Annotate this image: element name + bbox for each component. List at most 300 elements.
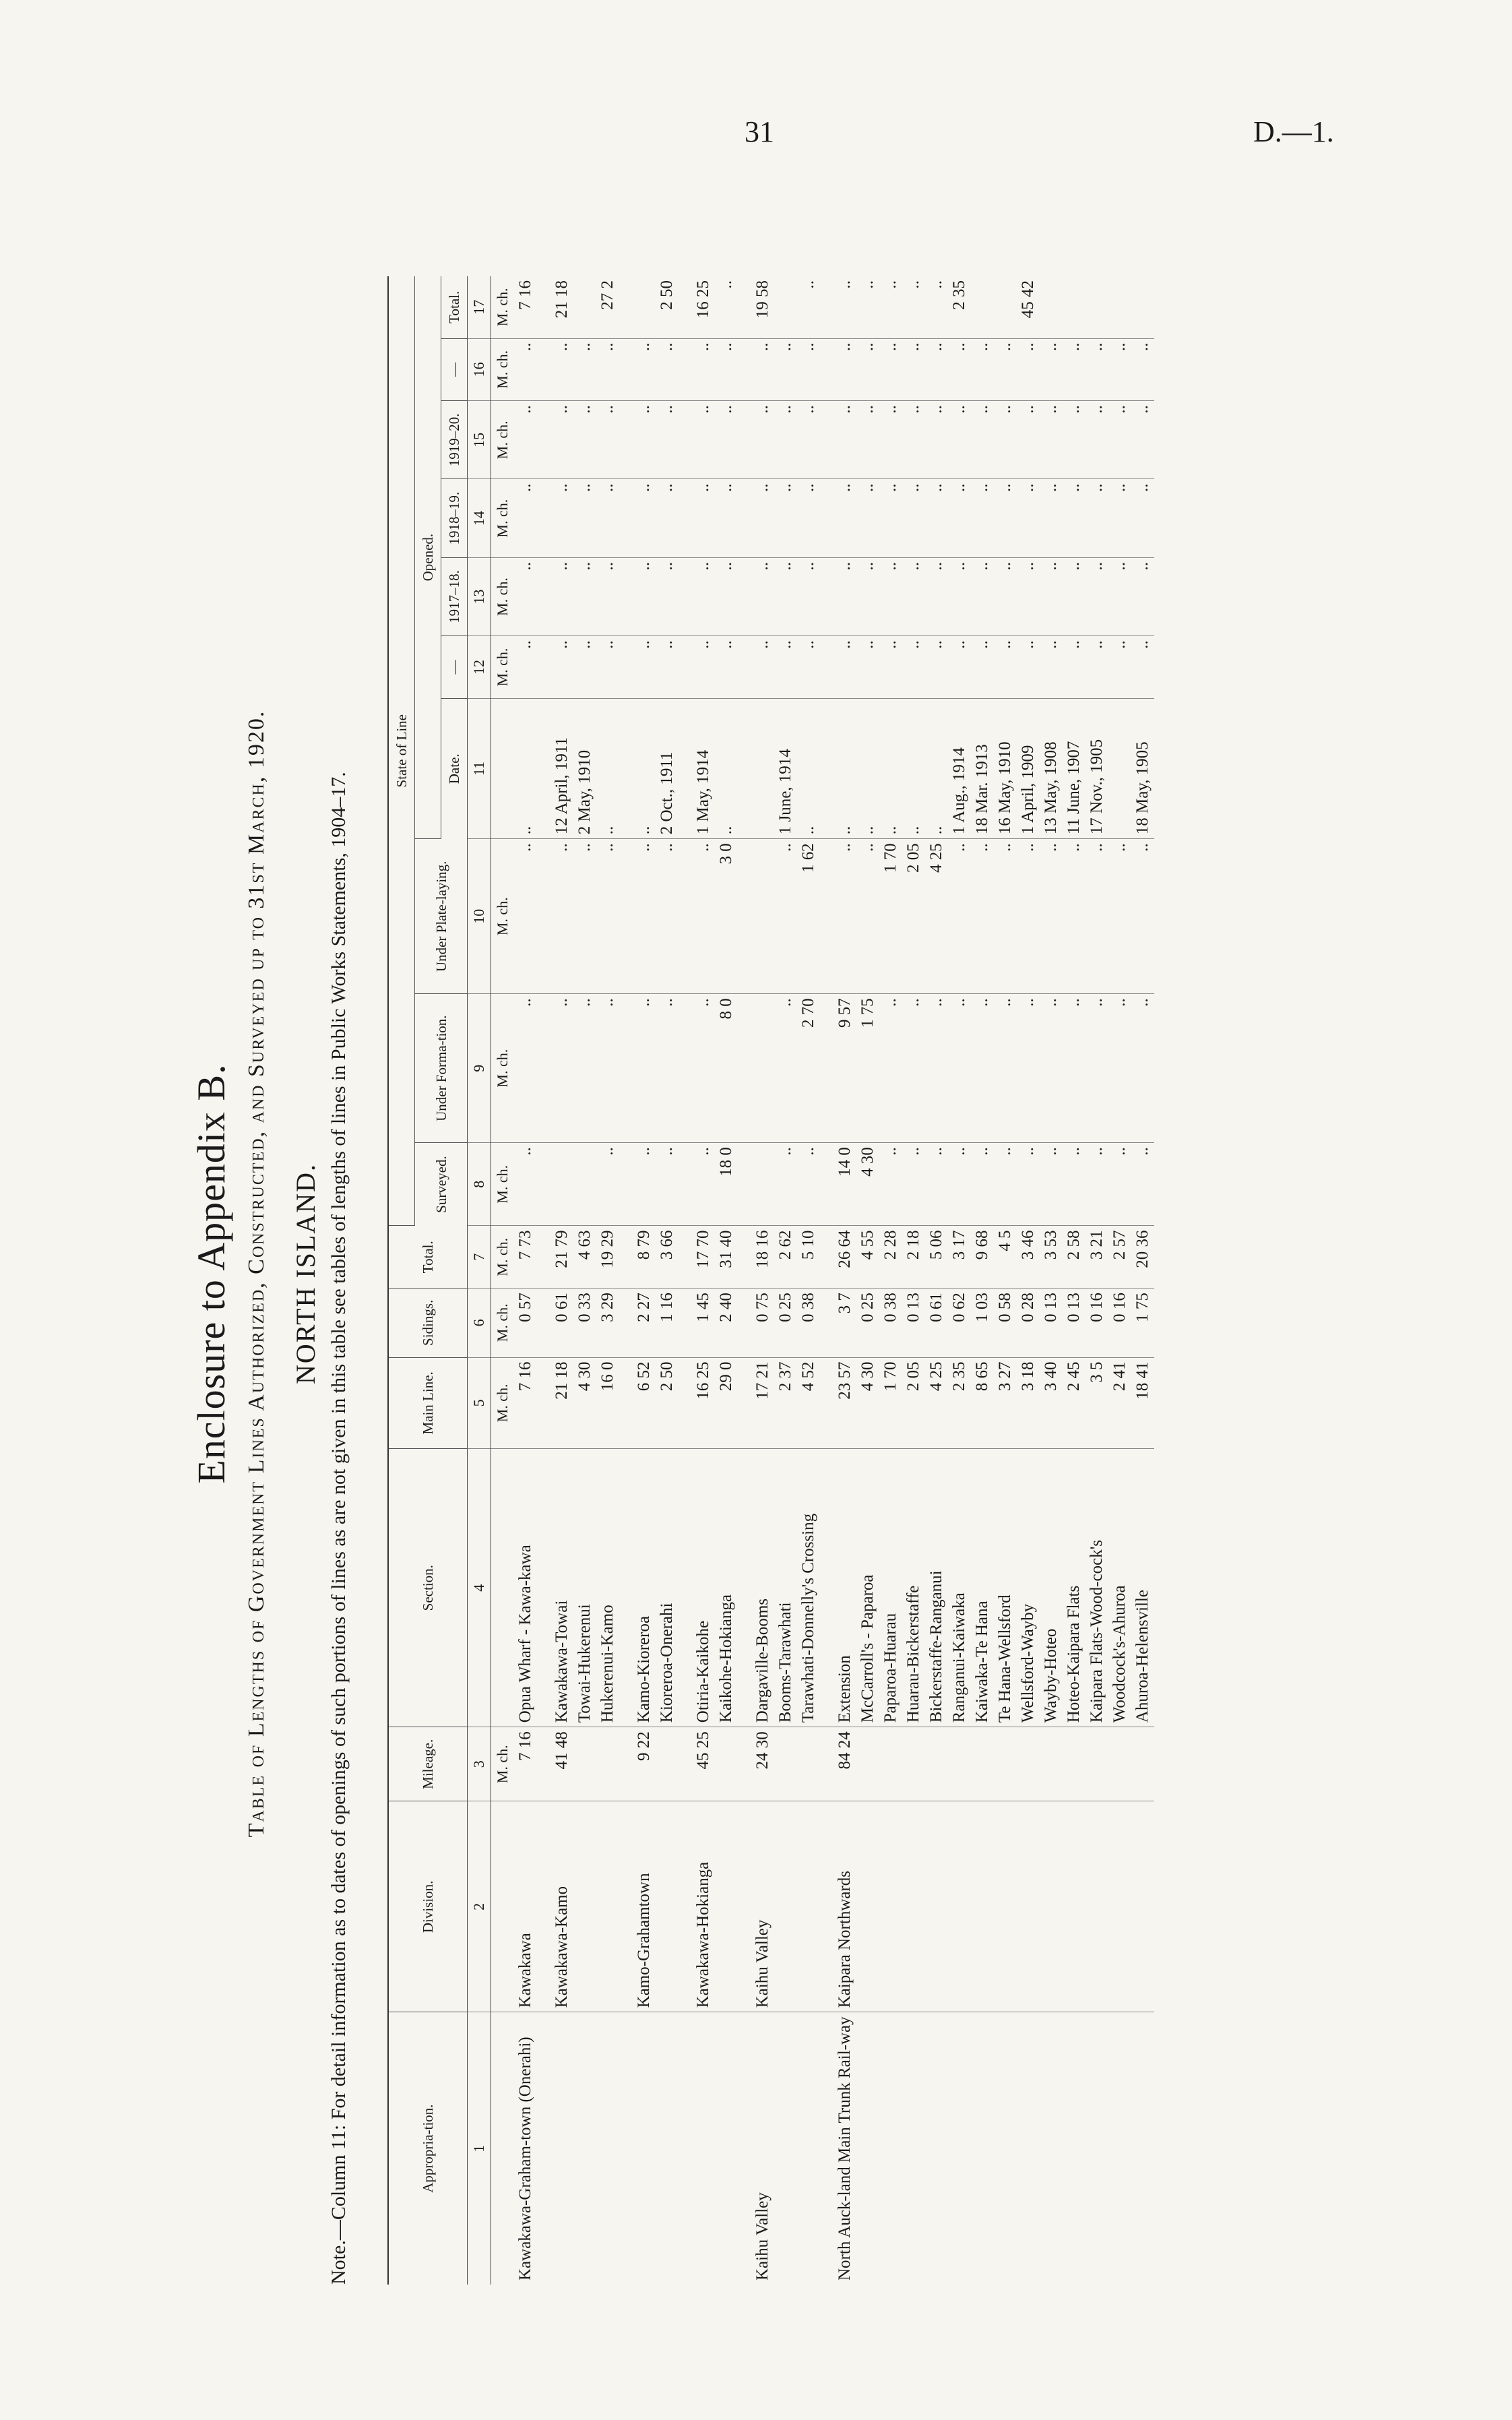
mileage-cell bbox=[774, 1727, 797, 1801]
mileage-cell bbox=[971, 1727, 994, 1801]
table-body bbox=[468, 276, 1155, 2285]
formation-cell: .. bbox=[1085, 994, 1108, 1143]
sidings-cell: 0 58 bbox=[994, 1289, 1017, 1357]
col14-cell: .. bbox=[971, 479, 994, 557]
platelaying-cell: .. bbox=[656, 839, 679, 994]
date-cell: .. bbox=[514, 698, 537, 838]
surveyed-cell: .. bbox=[902, 1143, 925, 1226]
col13-cell: .. bbox=[1131, 557, 1154, 635]
date-cell: .. bbox=[797, 698, 820, 838]
table-row bbox=[656, 276, 679, 2285]
unit-c16: M. ch. bbox=[491, 338, 515, 401]
col14-cell: .. bbox=[656, 479, 679, 557]
total-cell: 20 36 bbox=[1131, 1226, 1154, 1289]
table-row bbox=[537, 276, 573, 2285]
platelaying-cell: .. bbox=[774, 839, 797, 994]
rotated-table-page bbox=[155, 263, 1368, 2285]
col16-cell: .. bbox=[994, 338, 1017, 401]
header-main-line: Main Line. bbox=[388, 1357, 468, 1449]
formation-cell: .. bbox=[948, 994, 971, 1143]
unit-surveyed: M. ch. bbox=[491, 1143, 515, 1226]
appropriation-cell bbox=[573, 2012, 596, 2285]
col12-cell: .. bbox=[1040, 636, 1063, 699]
unit-c12: M. ch. bbox=[491, 636, 515, 699]
col16-cell: .. bbox=[514, 338, 537, 401]
col14-cell: .. bbox=[820, 479, 856, 557]
main-line-cell: 4 52 bbox=[797, 1357, 820, 1449]
col14-cell: .. bbox=[1017, 479, 1040, 557]
table-row bbox=[1085, 276, 1108, 2285]
appropriation-cell bbox=[902, 2012, 925, 2285]
col14-cell: .. bbox=[1085, 479, 1108, 557]
col16-cell: .. bbox=[902, 338, 925, 401]
surveyed-cell: .. bbox=[1085, 1143, 1108, 1226]
col12-cell: .. bbox=[925, 636, 948, 699]
col15-cell: .. bbox=[1085, 401, 1108, 479]
formation-cell: .. bbox=[573, 994, 596, 1143]
header-section: Section. bbox=[388, 1449, 468, 1727]
table-row bbox=[879, 276, 902, 2285]
col15-cell: .. bbox=[994, 401, 1017, 479]
appropriation-cell bbox=[537, 2012, 573, 2285]
col16-cell: .. bbox=[679, 338, 715, 401]
col13-cell: .. bbox=[1085, 557, 1108, 635]
appropriation-cell bbox=[1017, 2012, 1040, 2285]
col12-cell: .. bbox=[948, 636, 971, 699]
surveyed-cell: .. bbox=[1063, 1143, 1085, 1226]
table-row bbox=[1017, 276, 1040, 2285]
col12-cell: .. bbox=[902, 636, 925, 699]
formation-cell: .. bbox=[971, 994, 994, 1143]
total-cell: 26 64 bbox=[820, 1226, 856, 1289]
main-line-cell: 2 37 bbox=[774, 1357, 797, 1449]
col-number: 12 bbox=[468, 636, 491, 699]
unit-mileage: M. ch. bbox=[491, 1727, 515, 1801]
col16-cell: .. bbox=[856, 338, 879, 401]
col13-cell: .. bbox=[925, 557, 948, 635]
total-cell: 3 21 bbox=[1085, 1226, 1108, 1289]
section-cell: Kaikohe-Hokianga bbox=[715, 1449, 738, 1727]
island-heading: NORTH ISLAND. bbox=[290, 1162, 321, 1385]
col15-cell: .. bbox=[1063, 401, 1085, 479]
formation-cell: .. bbox=[902, 994, 925, 1143]
section-cell: Opua Wharf - Kawa-kawa bbox=[514, 1449, 537, 1727]
table-row bbox=[856, 276, 879, 2285]
col14-cell: .. bbox=[925, 479, 948, 557]
header-appropriation: Appropria-tion. bbox=[388, 2012, 468, 2285]
main-line-cell: 7 16 bbox=[514, 1357, 537, 1449]
column-note: Note.—Column 11: For detail information as to dates of openings of such portions of lines as are not given in this table see tables of lengths of lines in Public Works Statements, 1904–17. bbox=[327, 772, 350, 2285]
formation-cell: .. bbox=[1108, 994, 1131, 1143]
division-cell bbox=[1085, 1801, 1108, 2012]
surveyed-cell: .. bbox=[619, 1143, 656, 1226]
col12-cell: .. bbox=[596, 636, 619, 699]
col15-cell: .. bbox=[537, 401, 573, 479]
surveyed-cell: 14 0 bbox=[820, 1143, 856, 1226]
col15-cell: .. bbox=[1108, 401, 1131, 479]
main-line-cell: 3 5 bbox=[1085, 1357, 1108, 1449]
total-cell: 3 17 bbox=[948, 1226, 971, 1289]
col15-cell: .. bbox=[902, 401, 925, 479]
total-opened-cell: 2 35 bbox=[948, 276, 971, 338]
col13-cell: .. bbox=[879, 557, 902, 635]
table-row bbox=[596, 276, 619, 2285]
total-cell: 31 40 bbox=[715, 1226, 738, 1289]
section-cell: Booms-Tarawhati bbox=[774, 1449, 797, 1727]
table-row bbox=[925, 276, 948, 2285]
total-cell: 2 57 bbox=[1108, 1226, 1131, 1289]
platelaying-cell: .. bbox=[679, 839, 715, 994]
col15-cell: .. bbox=[1017, 401, 1040, 479]
sidings-cell: 0 28 bbox=[1017, 1289, 1040, 1357]
platelaying-cell: .. bbox=[1063, 839, 1085, 994]
mileage-cell bbox=[925, 1727, 948, 1801]
division-cell bbox=[971, 1801, 994, 2012]
platelaying-cell: .. bbox=[537, 839, 573, 994]
division-cell bbox=[1017, 1801, 1040, 2012]
header-under-platelaying: Under Plate-laying. bbox=[415, 839, 468, 994]
surveyed-cell: .. bbox=[971, 1143, 994, 1226]
header-sidings: Sidings. bbox=[388, 1289, 468, 1357]
header-row-1 bbox=[388, 276, 415, 2285]
date-cell: 18 May, 1905 bbox=[1131, 698, 1154, 838]
col-number: 7 bbox=[468, 1226, 491, 1289]
total-cell: 4 55 bbox=[856, 1226, 879, 1289]
section-cell: Dargaville-Booms bbox=[738, 1449, 774, 1727]
unit-c17: M. ch. bbox=[491, 276, 515, 338]
sidings-cell: 0 16 bbox=[1108, 1289, 1131, 1357]
col12-cell: .. bbox=[656, 636, 679, 699]
unit-c14: M. ch. bbox=[491, 479, 515, 557]
main-line-cell: 2 50 bbox=[656, 1357, 679, 1449]
appropriation-cell bbox=[679, 2012, 715, 2285]
platelaying-cell: 3 0 bbox=[715, 839, 738, 994]
total-cell: 21 79 bbox=[537, 1226, 573, 1289]
platelaying-cell: .. bbox=[856, 839, 879, 994]
table-row bbox=[948, 276, 971, 2285]
sidings-cell: 2 40 bbox=[715, 1289, 738, 1357]
total-opened-cell bbox=[1040, 276, 1063, 338]
col-number: 16 bbox=[468, 338, 491, 401]
col-number: 5 bbox=[468, 1357, 491, 1449]
surveyed-cell: .. bbox=[596, 1143, 619, 1226]
total-cell: 5 06 bbox=[925, 1226, 948, 1289]
division-cell bbox=[1131, 1801, 1154, 2012]
table-row bbox=[715, 276, 738, 2285]
surveyed-cell: .. bbox=[774, 1143, 797, 1226]
sidings-cell: 0 75 bbox=[738, 1289, 774, 1357]
unit-plate: M. ch. bbox=[491, 839, 515, 994]
unit-main: M. ch. bbox=[491, 1357, 515, 1449]
surveyed-cell: .. bbox=[797, 1143, 820, 1226]
division-cell bbox=[1040, 1801, 1063, 2012]
surveyed-cell: .. bbox=[1131, 1143, 1154, 1226]
appropriation-cell bbox=[656, 2012, 679, 2285]
col12-cell: .. bbox=[715, 636, 738, 699]
col-number: 17 bbox=[468, 276, 491, 338]
appropriation-cell bbox=[1040, 2012, 1063, 2285]
col15-cell: .. bbox=[820, 401, 856, 479]
header-division: Division. bbox=[388, 1801, 468, 2012]
section-cell: Paparoa-Huarau bbox=[879, 1449, 902, 1727]
total-opened-cell bbox=[1108, 276, 1131, 338]
formation-cell: .. bbox=[1131, 994, 1154, 1143]
date-cell: 18 Mar. 1913 bbox=[971, 698, 994, 838]
col15-cell: .. bbox=[879, 401, 902, 479]
main-line-cell: 8 65 bbox=[971, 1357, 994, 1449]
col12-cell: .. bbox=[1131, 636, 1154, 699]
platelaying-cell: 1 62 bbox=[797, 839, 820, 994]
mileage-cell bbox=[1063, 1727, 1085, 1801]
column-number-row bbox=[468, 276, 491, 2285]
date-cell: .. bbox=[856, 698, 879, 838]
total-cell: 7 73 bbox=[514, 1226, 537, 1289]
formation-cell: 1 75 bbox=[856, 994, 879, 1143]
section-cell: Kamo-Kioreroa bbox=[619, 1449, 656, 1727]
col16-cell: .. bbox=[971, 338, 994, 401]
col-number: 10 bbox=[468, 839, 491, 994]
col12-cell: .. bbox=[738, 636, 774, 699]
col16-cell: .. bbox=[573, 338, 596, 401]
col13-cell: .. bbox=[573, 557, 596, 635]
surveyed-cell: .. bbox=[1017, 1143, 1040, 1226]
platelaying-cell: .. bbox=[948, 839, 971, 994]
col13-cell: .. bbox=[656, 557, 679, 635]
main-line-cell: 16 25 bbox=[679, 1357, 715, 1449]
total-opened-cell bbox=[774, 276, 797, 338]
header-1918-19: 1918–19. bbox=[441, 479, 468, 557]
total-opened-cell bbox=[1085, 276, 1108, 338]
mileage-cell bbox=[879, 1727, 902, 1801]
table-row bbox=[820, 276, 856, 2285]
total-opened-cell: 16 25 bbox=[679, 276, 715, 338]
main-line-cell: 2 45 bbox=[1063, 1357, 1085, 1449]
platelaying-cell: 1 70 bbox=[879, 839, 902, 994]
formation-cell: .. bbox=[1017, 994, 1040, 1143]
col13-cell: .. bbox=[738, 557, 774, 635]
division-cell bbox=[856, 1801, 879, 2012]
main-line-cell: 4 25 bbox=[925, 1357, 948, 1449]
division-cell bbox=[797, 1801, 820, 2012]
date-cell: 1 June, 1914 bbox=[774, 698, 797, 838]
col14-cell: .. bbox=[1131, 479, 1154, 557]
surveyed-cell: .. bbox=[879, 1143, 902, 1226]
mileage-cell: 7 16 bbox=[514, 1727, 537, 1801]
col15-cell: .. bbox=[1131, 401, 1154, 479]
sidings-cell: 0 62 bbox=[948, 1289, 971, 1357]
sidings-cell: 1 16 bbox=[656, 1289, 679, 1357]
col12-cell: .. bbox=[774, 636, 797, 699]
formation-cell: .. bbox=[656, 994, 679, 1143]
appropriation-cell: North Auck-land Main Trunk Rail-way bbox=[836, 2016, 854, 2281]
total-opened-cell: .. bbox=[879, 276, 902, 338]
col14-cell: .. bbox=[1108, 479, 1131, 557]
surveyed-cell: .. bbox=[679, 1143, 715, 1226]
table-row bbox=[902, 276, 925, 2285]
unit-c13: M. ch. bbox=[491, 557, 515, 635]
appropriation-cell bbox=[1131, 2012, 1154, 2285]
header-state-of-line: State of Line bbox=[388, 276, 415, 1226]
date-cell: .. bbox=[902, 698, 925, 838]
platelaying-cell: .. bbox=[994, 839, 1017, 994]
sidings-cell: 3 7 bbox=[820, 1289, 856, 1357]
col12-cell: .. bbox=[573, 636, 596, 699]
date-cell: 1 Aug., 1914 bbox=[948, 698, 971, 838]
total-cell: 18 16 bbox=[738, 1226, 774, 1289]
table-row bbox=[994, 276, 1017, 2285]
division-cell bbox=[656, 1801, 679, 2012]
col15-cell: .. bbox=[514, 401, 537, 479]
header-1919-20: 1919–20. bbox=[441, 401, 468, 479]
division-cell: Kamo-Grahamtown bbox=[619, 1801, 656, 2012]
main-line-cell: 3 40 bbox=[1040, 1357, 1063, 1449]
appropriation-cell bbox=[948, 2012, 971, 2285]
date-cell: .. bbox=[925, 698, 948, 838]
total-opened-cell bbox=[994, 276, 1017, 338]
date-cell: .. bbox=[596, 698, 619, 838]
appropriation-cell bbox=[994, 2012, 1017, 2285]
col-number: 8 bbox=[468, 1143, 491, 1226]
col16-cell: .. bbox=[1017, 338, 1040, 401]
col14-cell: .. bbox=[514, 479, 537, 557]
total-opened-cell bbox=[971, 276, 994, 338]
table-title: Table of Lengths of Government Lines Authorized, Constructed, and Surveyed up to 31st March, 1920. bbox=[244, 710, 269, 1838]
mileage-cell bbox=[596, 1727, 619, 1801]
col14-cell: .. bbox=[679, 479, 715, 557]
date-cell: .. bbox=[820, 698, 856, 838]
col14-cell: .. bbox=[879, 479, 902, 557]
section-cell: Te Hana-Wellsford bbox=[994, 1449, 1017, 1727]
sidings-cell: 0 25 bbox=[774, 1289, 797, 1357]
enclosure-title: Enclosure to Appendix B. bbox=[189, 1063, 233, 1484]
mileage-cell bbox=[797, 1727, 820, 1801]
total-opened-cell: .. bbox=[820, 276, 856, 338]
total-opened-cell: .. bbox=[797, 276, 820, 338]
mileage-cell bbox=[856, 1727, 879, 1801]
division-cell bbox=[573, 1801, 596, 2012]
col12-cell: .. bbox=[1017, 636, 1040, 699]
surveyed-cell: .. bbox=[656, 1143, 679, 1226]
surveyed-cell: .. bbox=[514, 1143, 537, 1226]
col13-cell: .. bbox=[715, 557, 738, 635]
section-cell: Kioreroa-Onerahi bbox=[656, 1449, 679, 1727]
appropriation-cell: Kawakawa-Graham-town (Onerahi) bbox=[516, 2037, 534, 2281]
total-cell: 8 79 bbox=[619, 1226, 656, 1289]
header-total: Total. bbox=[388, 1226, 468, 1289]
mileage-cell bbox=[573, 1727, 596, 1801]
division-cell bbox=[715, 1801, 738, 2012]
col13-cell: .. bbox=[537, 557, 573, 635]
date-cell: 12 April, 1911 bbox=[537, 698, 573, 838]
formation-cell bbox=[738, 994, 774, 1143]
section-cell: Ahuroa-Helensville bbox=[1131, 1449, 1154, 1727]
col13-cell: .. bbox=[1063, 557, 1085, 635]
appropriation-cell: Kaihu Valley bbox=[753, 2192, 771, 2281]
table-row bbox=[1040, 276, 1063, 2285]
sidings-cell: 0 16 bbox=[1085, 1289, 1108, 1357]
sidings-cell: 1 75 bbox=[1131, 1289, 1154, 1357]
col12-cell: .. bbox=[797, 636, 820, 699]
col12-cell: .. bbox=[679, 636, 715, 699]
col16-cell: .. bbox=[738, 338, 774, 401]
mileage-cell bbox=[1085, 1727, 1108, 1801]
col15-cell: .. bbox=[797, 401, 820, 479]
unit-total: M. ch. bbox=[491, 1226, 515, 1289]
col15-cell: .. bbox=[774, 401, 797, 479]
formation-cell: 2 70 bbox=[797, 994, 820, 1143]
mileage-cell: 45 25 bbox=[679, 1727, 715, 1801]
main-line-cell: 3 27 bbox=[994, 1357, 1017, 1449]
col14-cell: .. bbox=[994, 479, 1017, 557]
table-row bbox=[774, 276, 797, 2285]
col-number: 13 bbox=[468, 557, 491, 635]
main-line-cell: 23 57 bbox=[820, 1357, 856, 1449]
sidings-cell: 1 03 bbox=[971, 1289, 994, 1357]
total-cell: 4 5 bbox=[994, 1226, 1017, 1289]
total-cell: 2 18 bbox=[902, 1226, 925, 1289]
mileage-cell bbox=[656, 1727, 679, 1801]
total-opened-cell: .. bbox=[902, 276, 925, 338]
col12-cell: .. bbox=[994, 636, 1017, 699]
col14-cell: .. bbox=[715, 479, 738, 557]
total-opened-cell bbox=[619, 276, 656, 338]
surveyed-cell bbox=[738, 1143, 774, 1226]
mileage-cell: 24 30 bbox=[738, 1727, 774, 1801]
col16-cell: .. bbox=[537, 338, 573, 401]
main-line-cell: 3 18 bbox=[1017, 1357, 1040, 1449]
platelaying-cell: .. bbox=[820, 839, 856, 994]
col14-cell: .. bbox=[537, 479, 573, 557]
header-1917-18: 1917–18. bbox=[441, 557, 468, 635]
total-opened-cell: 27 2 bbox=[596, 276, 619, 338]
col16-cell: .. bbox=[1085, 338, 1108, 401]
col16-cell: .. bbox=[619, 338, 656, 401]
formation-cell: .. bbox=[879, 994, 902, 1143]
date-cell: 2 May, 1910 bbox=[573, 698, 596, 838]
col12-cell: .. bbox=[856, 636, 879, 699]
date-cell: 13 May, 1908 bbox=[1040, 698, 1063, 838]
col15-cell: .. bbox=[738, 401, 774, 479]
col12-cell: .. bbox=[971, 636, 994, 699]
date-cell: 11 June, 1907 bbox=[1063, 698, 1085, 838]
col12-cell: .. bbox=[1063, 636, 1085, 699]
surveyed-cell: .. bbox=[948, 1143, 971, 1226]
formation-cell: .. bbox=[679, 994, 715, 1143]
sidings-cell: 2 27 bbox=[619, 1289, 656, 1357]
col-number: 4 bbox=[468, 1449, 491, 1727]
total-opened-cell: 21 18 bbox=[537, 276, 573, 338]
formation-cell: .. bbox=[596, 994, 619, 1143]
formation-cell: .. bbox=[514, 994, 537, 1143]
platelaying-cell: .. bbox=[1085, 839, 1108, 994]
surveyed-cell: .. bbox=[1040, 1143, 1063, 1226]
surveyed-cell bbox=[573, 1143, 596, 1226]
header-dash: — bbox=[441, 636, 468, 699]
division-cell bbox=[774, 1801, 797, 2012]
formation-cell: .. bbox=[774, 994, 797, 1143]
section-cell: McCarroll's - Paparoa bbox=[856, 1449, 879, 1727]
appropriation-cell bbox=[971, 2012, 994, 2285]
col13-cell: .. bbox=[774, 557, 797, 635]
main-line-cell: 29 0 bbox=[715, 1357, 738, 1449]
surveyed-cell: .. bbox=[1108, 1143, 1131, 1226]
division-cell bbox=[1063, 1801, 1085, 2012]
col16-cell: .. bbox=[1063, 338, 1085, 401]
sidings-cell: 0 25 bbox=[856, 1289, 879, 1357]
platelaying-cell: .. bbox=[1131, 839, 1154, 994]
col16-cell: .. bbox=[596, 338, 619, 401]
unit-formation: M. ch. bbox=[491, 994, 515, 1143]
